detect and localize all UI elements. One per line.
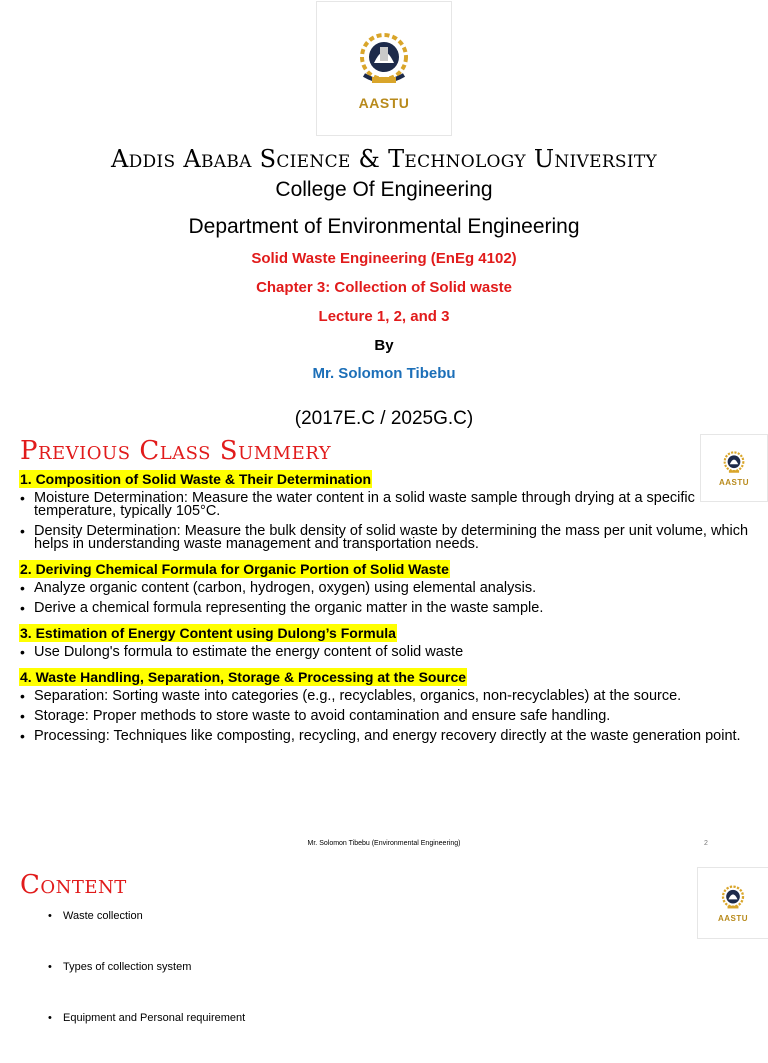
title-slide: [0, 0, 768, 432]
summary-body: [19, 468, 759, 750]
section-title: 3. Estimation of Energy Content using Dulong’s Formula: [20, 625, 396, 641]
slide-footer: Mr. Solomon Tibebu (Environmental Engineering): [307, 840, 461, 847]
course-title: Solid Waste Engineering (EnEg 4102): [251, 250, 517, 267]
list-item: • Processing: Techniques like composting, recycling, and energy recovery directly at the waste generation point.: [19, 730, 759, 743]
aastu-emblem-icon: [354, 27, 414, 93]
summary-heading: Previous Class Summery: [20, 436, 332, 466]
aastu-logo-small: [697, 867, 768, 939]
list-item: • Equipment and Personal requirement: [48, 1012, 245, 1063]
page-number: 2: [704, 840, 708, 847]
list-item: • Density Determination: Measure the bulk density of solid waste by determining the mass per unit volume, which helps in understanding waste management and transportation needs.: [19, 525, 759, 551]
author-name: Mr. Solomon Tibebu: [312, 365, 456, 382]
department-name: Department of Environmental Engineering: [188, 215, 580, 238]
logo-text: AASTU: [358, 94, 410, 111]
list-item: • Analyze organic content (carbon, hydrogen, oxygen) using elemental analysis.: [19, 582, 759, 595]
list-item: • Derive a chemical formula representing the organic matter in the waste sample.: [19, 602, 759, 615]
chapter-title: Chapter 3: Collection of Solid waste: [256, 279, 512, 296]
college-name: College Of Engineering: [275, 178, 493, 201]
content-list: [48, 910, 245, 1063]
list-item: • Separation: Sorting waste into categories (e.g., recyclables, organics, non-recyclables) at the source.: [19, 690, 759, 703]
list-item: • Types of collection system: [48, 961, 245, 1012]
section-title: 2. Deriving Chemical Formula for Organic Portion of Solid Waste: [20, 561, 449, 577]
logo-text: AASTU: [718, 478, 750, 487]
logo-text: AASTU: [717, 914, 749, 923]
section-title: 1. Composition of Solid Waste & Their Determination: [20, 471, 372, 487]
bullet-list: [19, 690, 759, 743]
list-item: • Moisture Determination: Measure the water content in a solid waste sample through drying at a specific temperature, typically 105°C.: [19, 492, 759, 518]
bullet-list: [19, 646, 759, 659]
list-item: • Storage: Proper methods to store waste to avoid contamination and ensure safe handling.: [19, 710, 759, 723]
aastu-emblem-icon: [719, 883, 747, 913]
lecture-title: Lecture 1, 2, and 3: [318, 308, 450, 325]
section-title: 4. Waste Handling, Separation, Storage & Processing at the Source: [20, 669, 467, 685]
content-slide: [0, 864, 768, 1024]
academic-year: (2017E.C / 2025G.C): [294, 408, 474, 429]
university-name: Addis Ababa Science & Technology University: [110, 145, 658, 173]
bullet-list: [19, 582, 759, 615]
summary-slide: [0, 432, 768, 864]
by-label: By: [374, 337, 394, 354]
content-heading: Content: [20, 870, 127, 900]
list-item: • Use Dulong's formula to estimate the energy content of solid waste: [19, 646, 759, 659]
aastu-logo: [316, 1, 452, 136]
bullet-list: [19, 492, 759, 551]
list-item: • Waste collection: [48, 910, 245, 961]
